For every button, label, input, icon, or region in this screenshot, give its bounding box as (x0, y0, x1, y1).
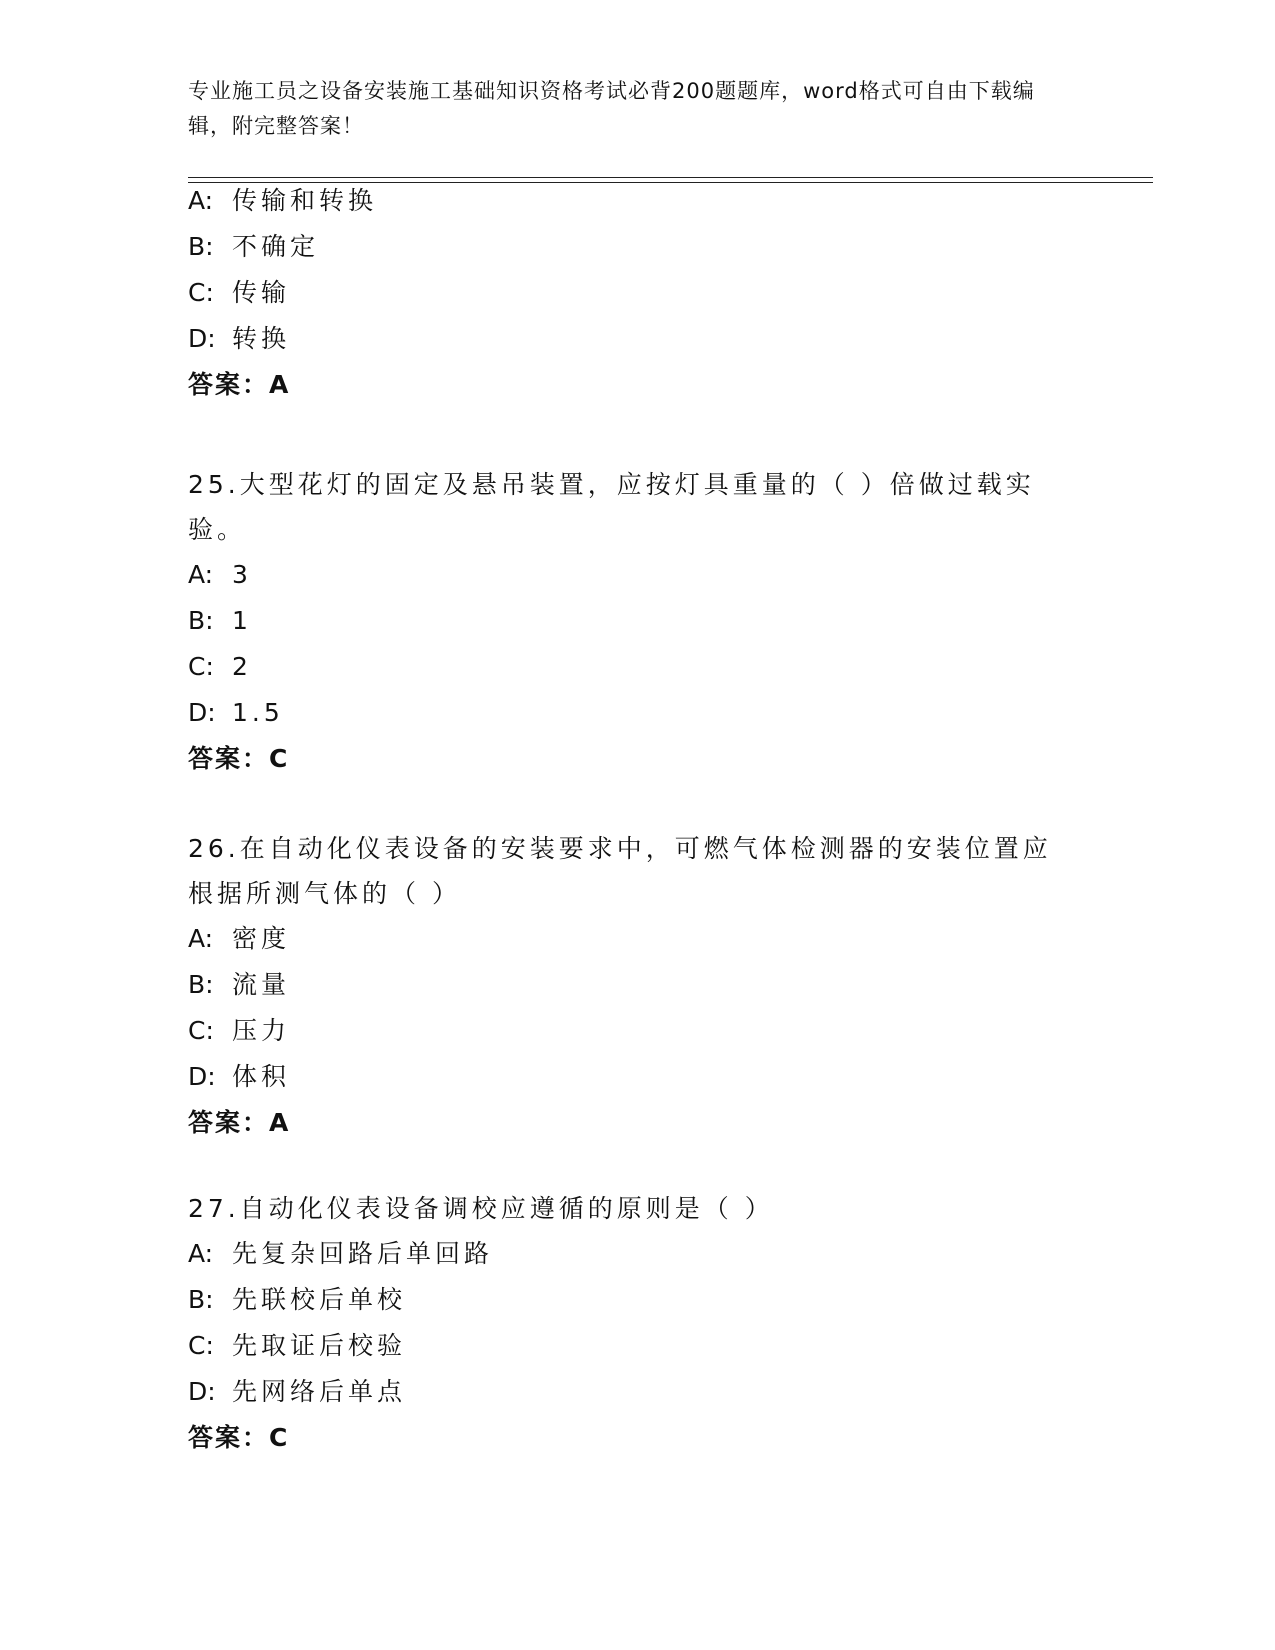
option-b: B: 不确定 (188, 232, 320, 261)
answer-line: 答案：A (188, 1108, 290, 1137)
question-text: 26.在自动化仪表设备的安装要求中，可燃气体检测器的安装位置应根据所测气体的（ ） (188, 834, 1052, 908)
option-c: C: 压力 (188, 1016, 291, 1045)
option-d: D: 转换 (188, 324, 291, 353)
option-a: A: 先复杂回路后单回路 (188, 1239, 494, 1268)
answer-line: 答案：C (188, 1423, 289, 1452)
option-b: B: 1 (188, 606, 252, 635)
question-27 (188, 1186, 1088, 1461)
option-a: A: 密度 (188, 924, 291, 953)
question-text: 25.大型花灯的固定及悬吊装置，应按灯具重量的（ ）倍做过载实验。 (188, 470, 1035, 544)
option-a: A: 3 (188, 560, 252, 589)
option-d: D: 体积 (188, 1062, 291, 1091)
option-c: C: 先取证后校验 (188, 1331, 407, 1360)
question-26 (188, 826, 1088, 1146)
answer-line: 答案：A (188, 370, 290, 399)
document-title: 专业施工员之设备安装施工基础知识资格考试必背200题题库，word格式可自由下载编辑，附完整答案！ (188, 79, 1035, 138)
question-text: 27.自动化仪表设备调校应遵循的原则是（ ） (188, 1194, 774, 1223)
option-d: D: 先网络后单点 (188, 1377, 407, 1406)
option-b: B: 先联校后单校 (188, 1285, 407, 1314)
option-d: D: 1.5 (188, 698, 284, 727)
option-c: C: 传输 (188, 278, 291, 307)
option-c: C: 2 (188, 652, 252, 681)
question-24-continued (188, 178, 1088, 408)
option-b: B: 流量 (188, 970, 291, 999)
question-25 (188, 462, 1088, 782)
option-a: A: 传输和转换 (188, 186, 378, 215)
answer-line: 答案：C (188, 744, 289, 773)
